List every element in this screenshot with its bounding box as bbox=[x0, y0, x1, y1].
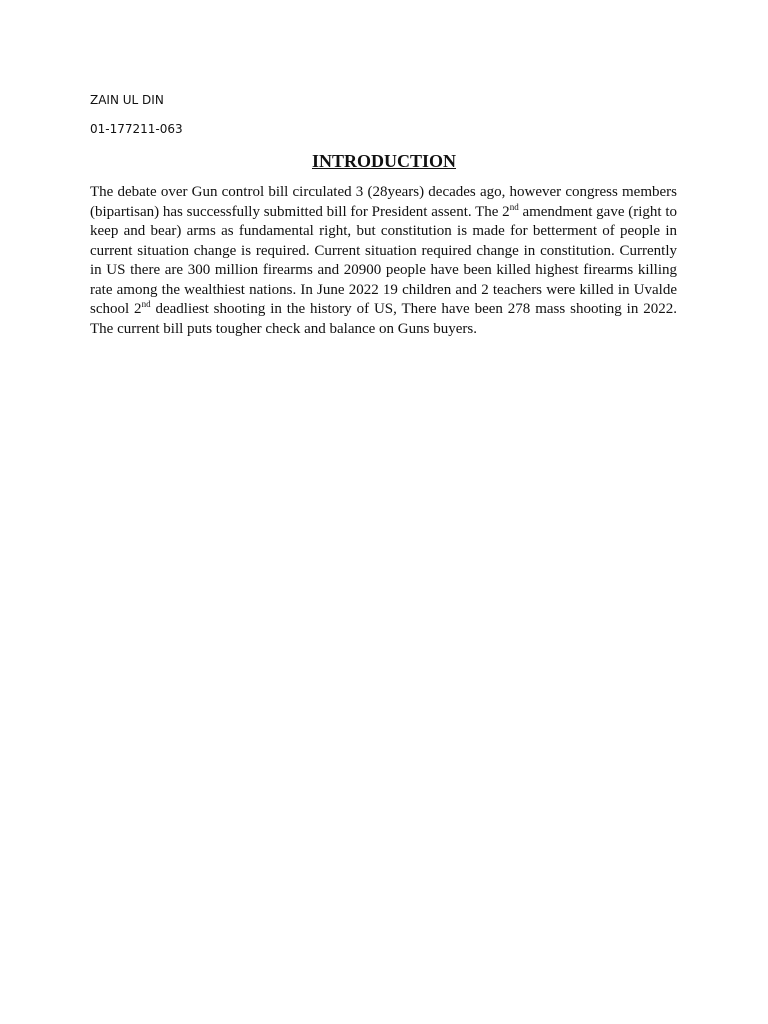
introduction-paragraph bbox=[90, 183, 677, 339]
page-title: INTRODUCTION bbox=[311, 151, 457, 171]
paragraph-text: amendment gave (right to keep and bear) arms as fundamental right, but constitution is made for betterment of people in current situation change is required. Current situation required change in constitution. Currently in US there are 300 million firearms and 20900 people have been killed highest firearms killing rate among the wealthiest nations. In June 2022 19 children and 2 teachers were killed in Uvalde school 2 bbox=[90, 203, 677, 317]
paragraph-text: The debate over Gun control bill circulated 3 (28years) decades ago, however congress members (bipartisan) has successfully submitted bill for President assent. The 2 bbox=[90, 184, 677, 220]
ordinal-suffix: nd bbox=[509, 201, 519, 212]
student-id: 01-177211-063 bbox=[90, 122, 183, 136]
author-name: ZAIN UL DIN bbox=[90, 93, 164, 107]
paragraph-text: deadliest shooting in the history of US, There have been 278 mass shooting in 2022. The current bill puts tougher check and balance on Guns buyers. bbox=[90, 301, 677, 337]
ordinal-suffix: nd bbox=[141, 299, 151, 309]
